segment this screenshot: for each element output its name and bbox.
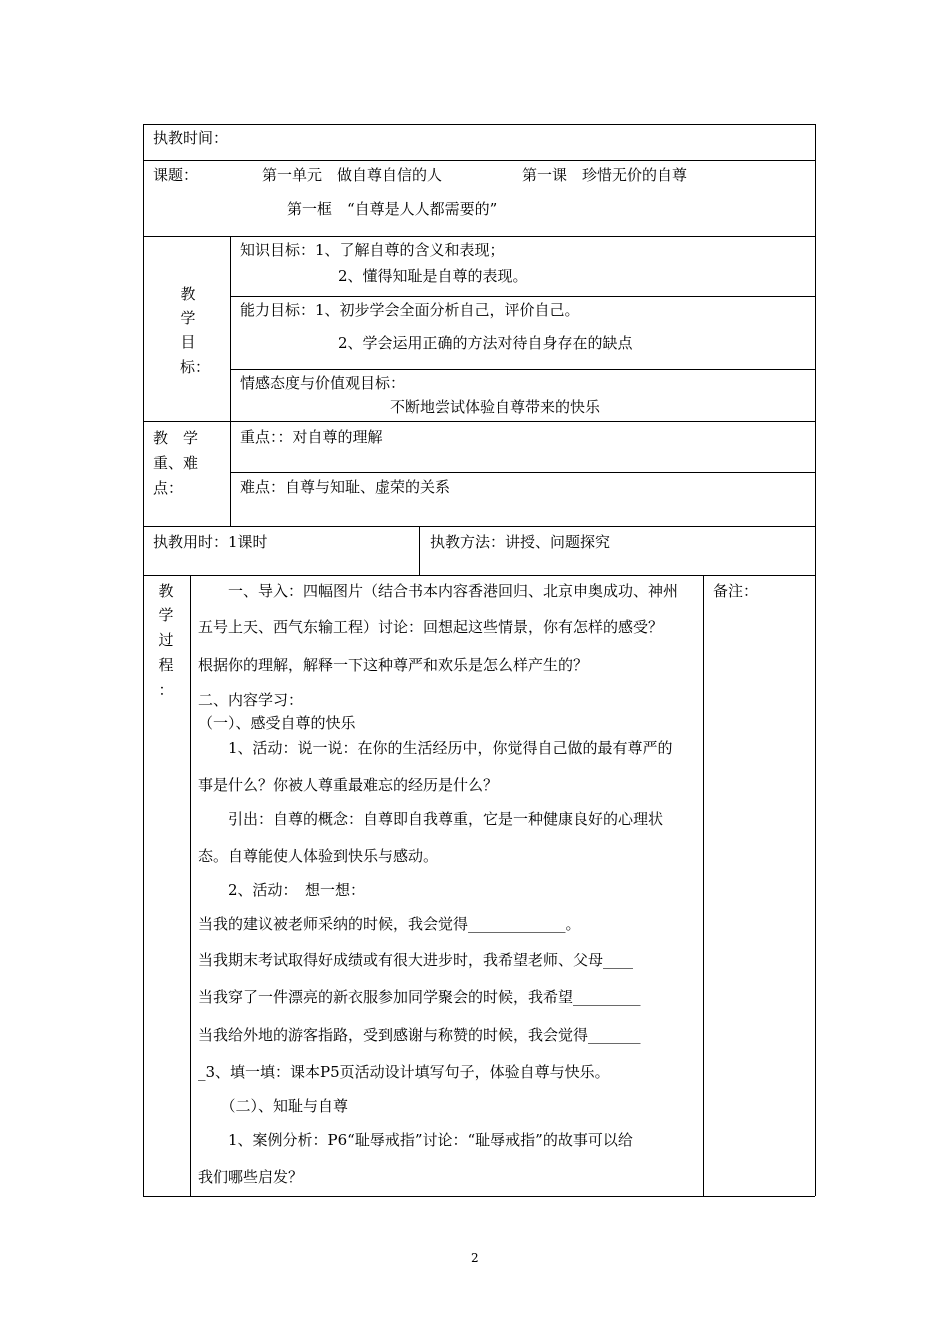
process-line: 2、活动： 想一想： [198,881,366,899]
row-divider [143,160,815,161]
topic-unit: 第一单元 做自尊自信的人 [262,166,443,184]
process-line: 态。自尊能使人体验到快乐与感动。 [198,847,439,865]
key-points-label: 教 学 [153,429,199,447]
process-label-char: 学 [158,606,174,624]
row-divider [143,526,815,527]
table-border-left [143,124,144,1196]
objectives-label-char: 教 [180,285,196,303]
topic-label: 课题： [153,166,199,184]
row-divider [143,236,815,237]
process-line: 1、活动：说一说：在你的生活经历中，你觉得自己做的最有尊严的 [198,739,673,757]
row-divider [143,421,815,422]
remarks-label: 备注： [713,582,759,600]
row-divider [230,472,815,473]
row-divider [143,575,815,576]
page-number: 2 [471,1251,479,1265]
process-line: 当我穿了一件漂亮的新衣服参加同学聚会的时候，我希望_________ [198,988,641,1006]
key-points-label: 点： [153,479,184,497]
key-points-label: 重、难 [153,454,199,472]
difficult-point: 难点：自尊与知耻、虚荣的关系 [240,478,451,496]
process-line: 五号上天、西气东输工程）讨论：回想起这些情景，你有怎样的感受？ [198,618,664,636]
process-line: 1、案例分析：P6“耻辱戒指”讨论：“耻辱戒指”的故事可以给 [198,1131,633,1149]
process-line: 根据你的理解，解释一下这种尊严和欢乐是怎么样产生的？ [198,656,589,674]
objectives-label-char: 学 [180,309,196,327]
process-line: 二、内容学习： [198,691,304,709]
column-divider [703,575,704,1196]
process-line: （一）、感受自尊的快乐 [198,714,356,732]
key-point: 重点：：对自尊的理解 [240,428,383,446]
process-label-char: 程 [158,656,174,674]
process-line: 当我给外地的游客指路，受到感谢与称赞的时候，我会觉得_______ [198,1026,641,1044]
process-line: 当我的建议被老师采纳的时候，我会觉得_____________。 [198,915,581,933]
process-line: 一、导入：四幅图片（结合书本内容香港回归、北京申奥成功、神州 [198,582,679,600]
process-line: 事是什么？你被人尊重最难忘的经历是什么？ [198,776,499,794]
objectives-label-char: 标： [180,358,211,376]
row-divider [230,296,815,297]
process-label-char: 教 [158,582,174,600]
teach-time-label: 执教时间： [153,129,229,147]
row-divider [230,369,815,370]
emotion-objective-1: 情感态度与价值观目标： [240,374,406,392]
process-label-char: 过 [158,631,174,649]
teach-method: 执教方法：讲授、问题探究 [430,533,611,551]
table-border-right [815,124,816,1196]
process-line: 引出：自尊的概念：自尊即自我尊重，它是一种健康良好的心理状 [198,810,664,828]
process-line: 当我期末考试取得好成绩或有很大进步时，我希望老师、父母____ [198,951,634,969]
emotion-objective-2: 不断地尝试体验自尊带来的快乐 [390,398,601,416]
process-line: （二）、知耻与自尊 [198,1097,349,1115]
table-border-bottom [143,1196,815,1197]
topic-frame: 第一框 “自尊是人人都需要的” [287,200,498,218]
knowledge-objective-2: 2、懂得知耻是自尊的表现。 [338,267,528,285]
ability-objective-1: 能力目标：1、初步学会全面分析自己，评价自己。 [240,301,580,319]
ability-objective-2: 2、学会运用正确的方法对待自身存在的缺点 [338,334,633,352]
process-label-char: ： [158,681,174,699]
process-line: _3、填一填：课本P5页活动设计填写句子，体验自尊与快乐。 [198,1063,610,1081]
knowledge-objective-1: 知识目标：1、了解自尊的含义和表现； [240,241,505,259]
objectives-label-char: 目 [180,333,196,351]
column-divider [230,236,231,526]
column-divider [419,526,420,575]
column-divider [190,575,191,1196]
topic-lesson: 第一课 珍惜无价的自尊 [522,166,688,184]
table-border-top [143,124,815,125]
teach-duration: 执教用时：1课时 [153,533,268,551]
process-line: 我们哪些启发？ [198,1168,304,1186]
